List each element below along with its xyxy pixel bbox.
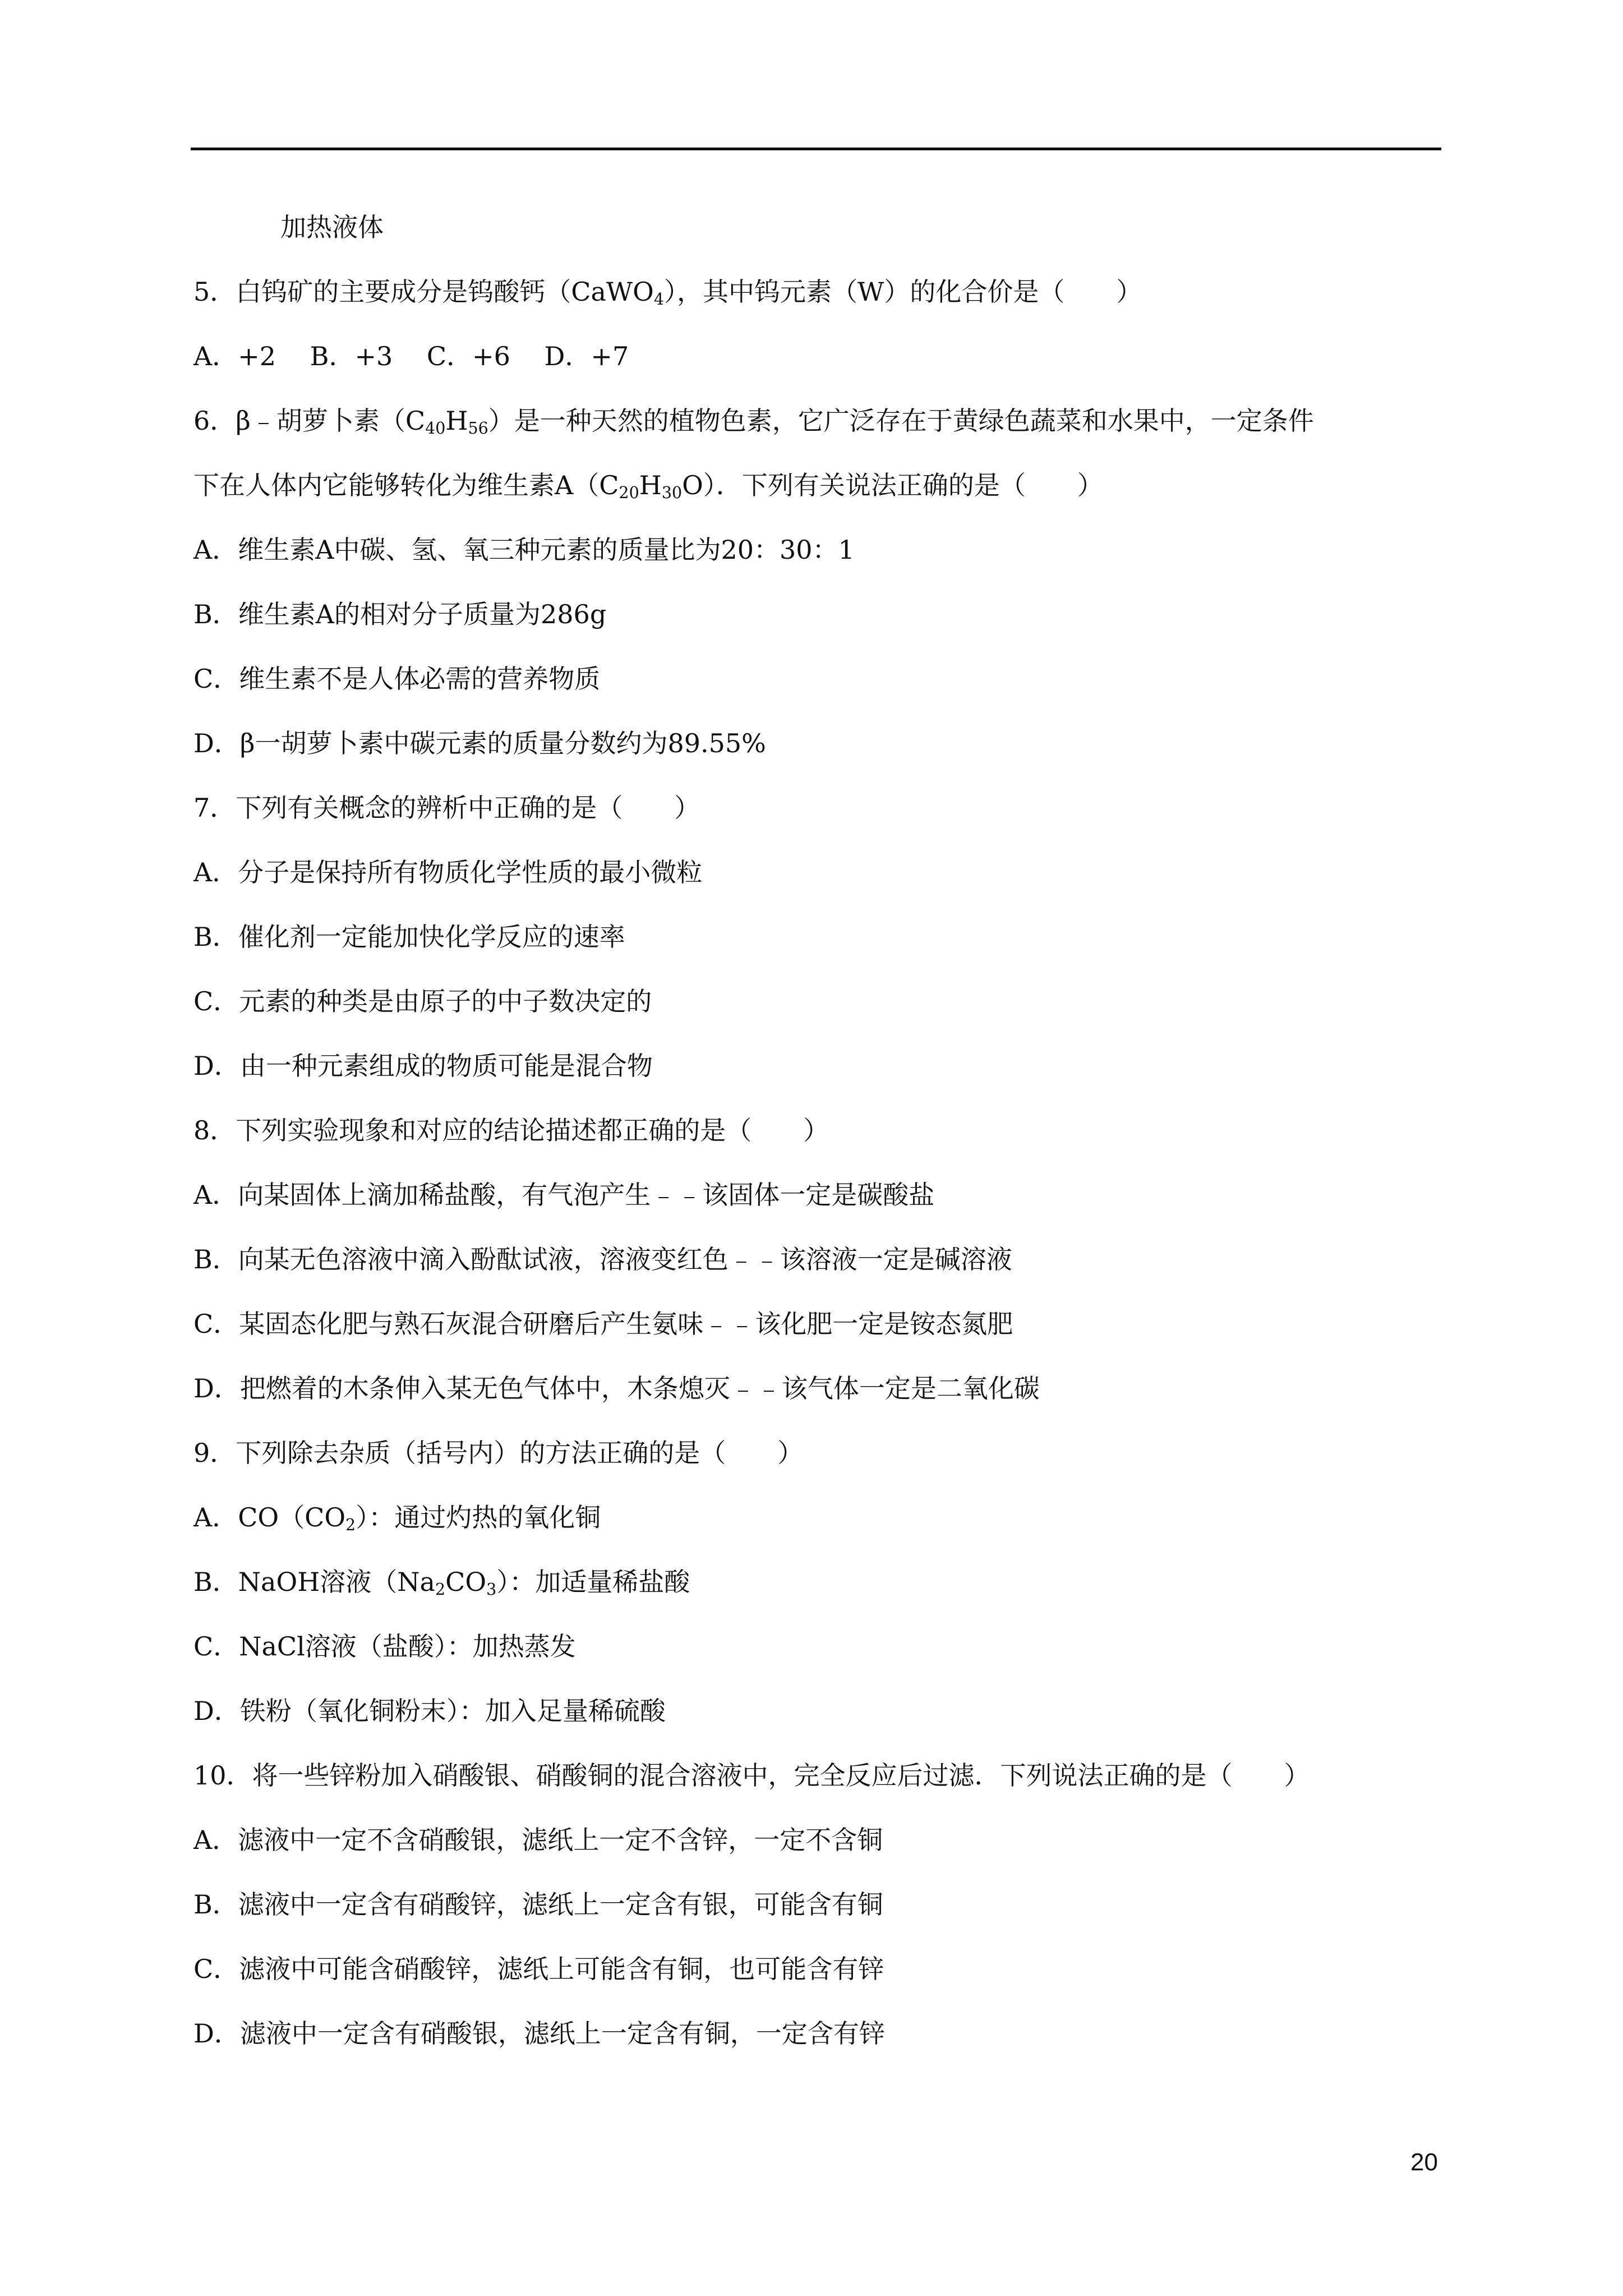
page-number: 20 <box>1410 2148 1438 2176</box>
continued-line: 加热液体 <box>280 212 384 242</box>
question-9-option-a: A．$CO(CO_2)$：通过灼热的氧化铜 <box>193 1502 601 1535</box>
question-7-option-d: D．由一种元素组成的物质可能是混合物 <box>193 1051 653 1081</box>
question-9-option-b: B．NaOH溶液$(Na_2CO_3)$：加适量稀盐酸 <box>193 1567 690 1599</box>
question-10-option-c: C．滤液中可能含硝酸锌，滤纸上可能含有铜，也可能含有锌 <box>193 1954 884 1984</box>
question-7-option-c: C．元素的种类是由原子的中子数决定的 <box>193 986 652 1016</box>
question-8-option-c: C．某固态化肥与熟石灰混合研磨后产生氨味﹣﹣该化肥一定是铵态氮肥 <box>193 1309 1013 1339</box>
question-10-option-d: D．滤液中一定含有硝酸银，滤纸上一定含有铜，一定含有锌 <box>193 2018 885 2049</box>
question-10-option-b: B．滤液中一定含有硝酸锌，滤纸上一定含有银，可能含有铜 <box>193 1889 883 1920</box>
question-6-stem-line1: 6．β﹣胡萝卜素$(C_{40}H_{56})$是一种天然的植物色素，它广泛存在于黄绿色蔬菜和水果中，一定条件 <box>193 406 1314 438</box>
question-7-stem: 7．下列有关概念的辨析中正确的是（ ） <box>193 793 700 823</box>
question-5-stem: 5．白钨矿的主要成分是钨酸钙（CaWO$_4$），其中钨元素（W）的化合价是（ ） <box>193 277 1142 309</box>
question-6-option-c: C．维生素不是人体必需的营养物质 <box>193 664 601 694</box>
question-6-option-d: D．β一胡萝卜素中碳元素的质量分数约为89.55% <box>193 728 766 758</box>
question-9-stem: 9．下列除去杂质（括号内）的方法正确的是（ ） <box>193 1438 804 1468</box>
question-6-option-b: B．维生素A的相对分子质量为286g <box>193 599 607 629</box>
question-8-option-d: D．把燃着的木条伸入某无色气体中，木条熄灭﹣﹣该气体一定是二氧化碳 <box>193 1373 1040 1404</box>
header-rule <box>191 148 1441 150</box>
question-10-option-a: A．滤液中一定不含硝酸银，滤纸上一定不含锌，一定不含铜 <box>193 1825 883 1855</box>
question-9-option-d: D．铁粉（氧化铜粉末）：加入足量稀硫酸 <box>193 1696 666 1726</box>
question-10-stem: 10．将一些锌粉加入硝酸银、硝酸铜的混合溶液中，完全反应后过滤．下列说法正确的是（ ） <box>193 1760 1310 1791</box>
question-7-option-b: B．催化剂一定能加快化学反应的速率 <box>193 922 625 952</box>
question-8-option-b: B．向某无色溶液中滴入酚酞试液，溶液变红色﹣﹣该溶液一定是碱溶液 <box>193 1244 1012 1274</box>
question-8-option-a: A．向某固体上滴加稀盐酸，有气泡产生﹣﹣该固体一定是碳酸盐 <box>193 1180 935 1210</box>
question-6-stem-line2: 下在人体内它能够转化为维生素$A(C_{20}H_{30}O)$．下列有关说法正确的是（ ） <box>193 470 1103 503</box>
question-5-options: A．+2 B．+3 C．+6 D．+7 <box>193 341 629 371</box>
question-9-option-c: C．NaCl溶液（盐酸）：加热蒸发 <box>193 1631 576 1662</box>
question-7-option-a: A．分子是保持所有物质化学性质的最小微粒 <box>193 857 703 887</box>
question-8-stem: 8．下列实验现象和对应的结论描述都正确的是（ ） <box>193 1115 829 1145</box>
question-6-option-a: A．维生素A中碳、氢、氧三种元素的质量比为20：30：1 <box>193 535 855 565</box>
